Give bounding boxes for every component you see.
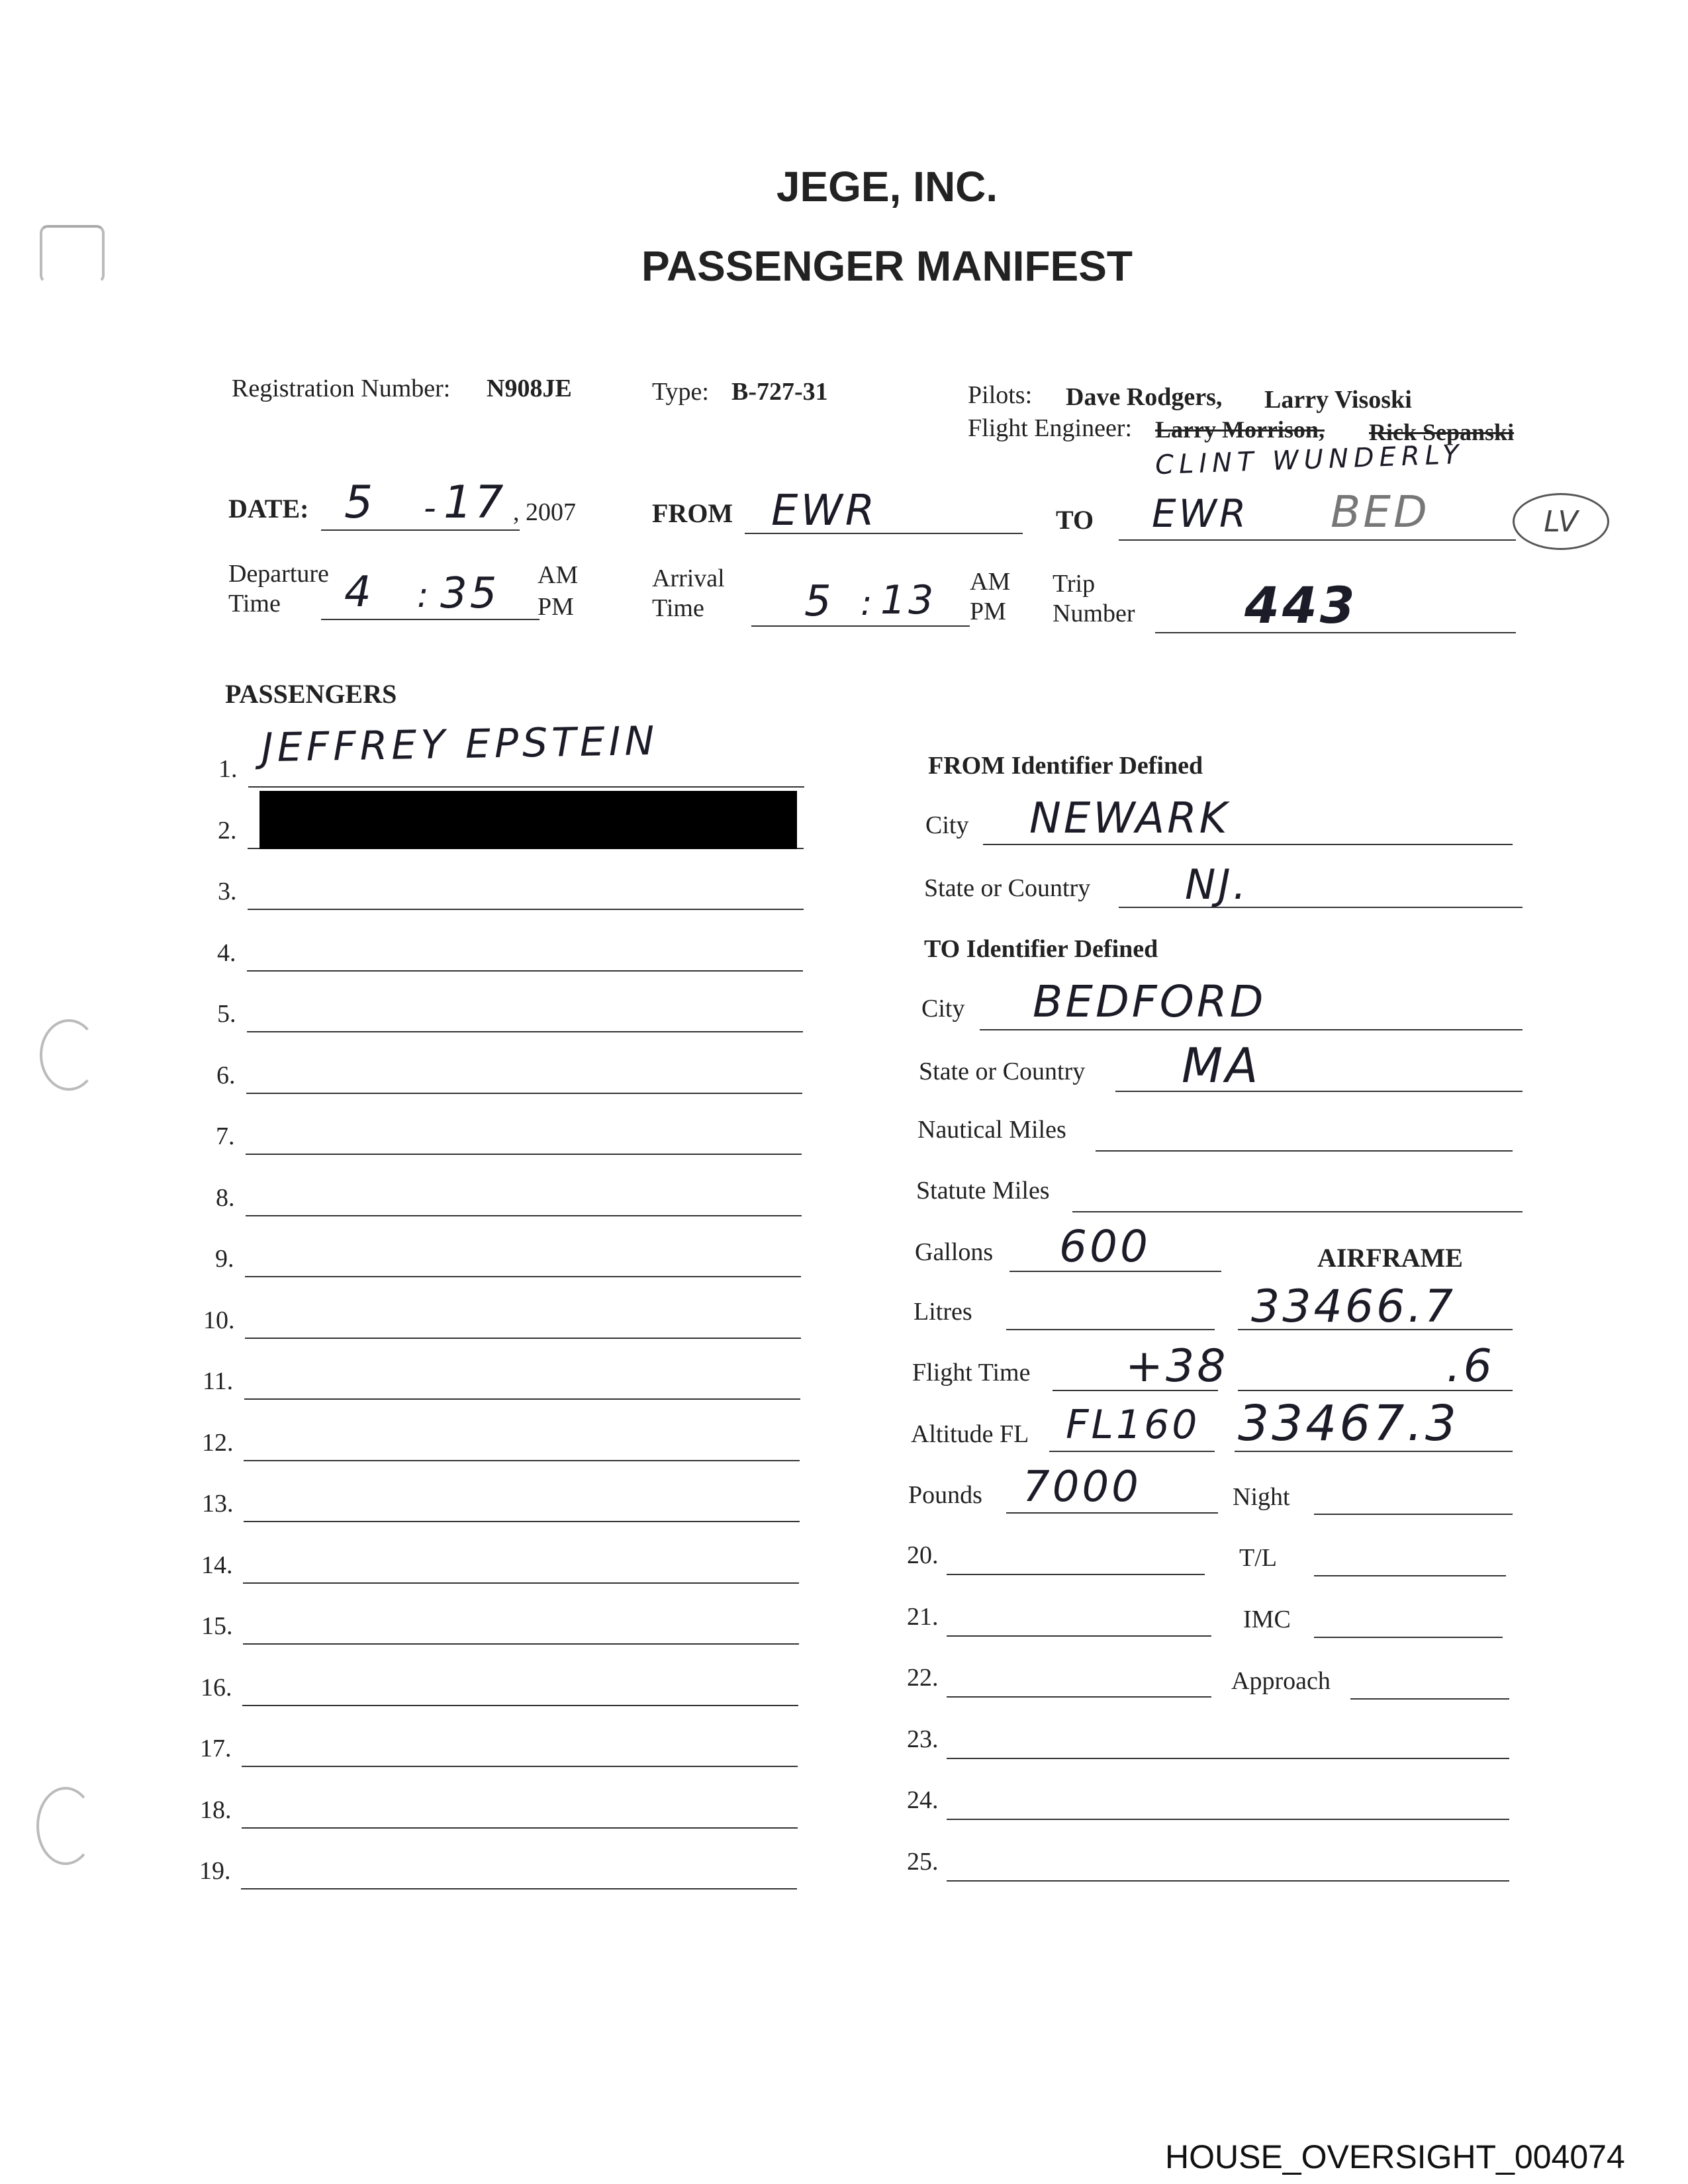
departure-label-1: Departure <box>228 560 329 588</box>
passenger-number: 15. <box>201 1612 233 1640</box>
to-state-value: MA <box>1182 1038 1261 1093</box>
altitude-label: Altitude FL <box>911 1420 1029 1448</box>
passenger-number: 5. <box>217 1000 236 1028</box>
trip-label-2: Number <box>1053 600 1135 627</box>
to-identifier-heading: TO Identifier Defined <box>924 935 1158 963</box>
arrival-minute: 13 <box>880 577 937 623</box>
night-line <box>1314 1514 1513 1515</box>
type-label: Type: <box>652 378 709 406</box>
type-value: B-727-31 <box>731 378 828 406</box>
passenger-number: 8. <box>216 1183 235 1212</box>
extra-passenger-line <box>947 1758 1509 1759</box>
passenger-number: 10. <box>203 1306 235 1334</box>
passenger-number: 17. <box>200 1735 232 1762</box>
engineer-struck-1: Larry Morrison, <box>1155 416 1325 443</box>
night-label: Night <box>1233 1483 1290 1511</box>
extra-passenger-number: 23. <box>907 1725 939 1753</box>
passenger-line <box>246 1154 802 1155</box>
registration-label: Registration Number: <box>232 375 451 402</box>
date-year: , 2007 <box>513 498 576 526</box>
passenger-number: 16. <box>201 1673 232 1702</box>
passenger-1-name: JEFFREY EPSTEIN <box>261 717 659 772</box>
passenger-number: 9. <box>215 1245 234 1273</box>
arrival-pm: PM <box>970 598 1006 625</box>
date-month: 5 <box>344 477 376 529</box>
passenger-line <box>244 1398 800 1400</box>
departure-minute: 35 <box>440 569 500 618</box>
arrival-colon: : <box>861 584 875 623</box>
arrival-line <box>751 625 970 627</box>
extra-passenger-line <box>947 1696 1211 1698</box>
pounds-line <box>1006 1512 1218 1514</box>
date-day: 17 <box>444 477 506 529</box>
extra-passenger-number: 25. <box>907 1847 939 1876</box>
from-city-value: NEWARK <box>1029 794 1230 843</box>
from-state-line <box>1119 907 1523 908</box>
tl-line <box>1314 1575 1506 1576</box>
from-state-value: NJ. <box>1185 860 1249 909</box>
statute-miles-label: Statute Miles <box>916 1177 1050 1205</box>
passenger-number: 2. <box>218 816 237 844</box>
from-state-label: State or Country <box>924 874 1091 902</box>
extra-passenger-number: 20. <box>907 1541 939 1569</box>
arrival-label-2: Time <box>652 594 704 622</box>
nautical-miles-line <box>1096 1150 1513 1152</box>
imc-line <box>1314 1637 1503 1638</box>
to-value-1: EWR <box>1152 491 1249 536</box>
to-state-line <box>1115 1091 1523 1092</box>
departure-pm: PM <box>538 593 574 621</box>
registration-value: N908JE <box>487 375 572 402</box>
nautical-miles-label: Nautical Miles <box>917 1116 1066 1144</box>
date-separator: - <box>424 488 439 528</box>
to-city-line <box>980 1029 1523 1030</box>
from-label: FROM <box>652 498 733 528</box>
approach-label: Approach <box>1231 1667 1331 1695</box>
gallons-label: Gallons <box>915 1238 994 1266</box>
from-city-label: City <box>925 811 969 839</box>
engineer-label: Flight Engineer: <box>968 414 1133 442</box>
litres-label: Litres <box>914 1298 972 1326</box>
punch-hole-middle <box>40 1019 98 1091</box>
to-value-2: BED <box>1331 486 1430 537</box>
extra-passenger-number: 24. <box>907 1786 939 1814</box>
from-city-line <box>983 844 1513 845</box>
pilot-2: Larry Visoski <box>1264 386 1412 414</box>
pilots-label: Pilots: <box>968 381 1033 409</box>
departure-label-2: Time <box>228 590 281 617</box>
passenger-line <box>243 1643 799 1645</box>
passenger-line <box>243 1582 799 1584</box>
bates-stamp: HOUSE_OVERSIGHT_004074 <box>1165 2138 1625 2175</box>
arrival-label-1: Arrival <box>652 565 725 592</box>
gallons-value: 600 <box>1059 1221 1150 1272</box>
extra-passenger-number: 22. <box>907 1664 939 1692</box>
tl-label: T/L <box>1239 1544 1277 1572</box>
to-circled-code: LV <box>1513 493 1609 550</box>
pounds-value: 7000 <box>1023 1463 1141 1512</box>
approach-line <box>1350 1698 1509 1700</box>
airframe-heading: AIRFRAME <box>1317 1243 1463 1273</box>
airframe-value-2: .6 <box>1446 1340 1495 1392</box>
to-city-value: BEDFORD <box>1033 976 1266 1027</box>
passenger-number: 1. <box>218 755 238 783</box>
flight-time-value: +38 <box>1125 1340 1229 1392</box>
departure-line <box>321 619 539 620</box>
departure-colon: : <box>417 576 432 615</box>
to-line <box>1119 539 1516 541</box>
date-line <box>321 529 520 531</box>
pilot-1: Dave Rodgers, <box>1066 383 1223 411</box>
redaction-box <box>259 791 797 849</box>
passengers-heading: PASSENGERS <box>225 679 397 709</box>
extra-passenger-line <box>947 1819 1509 1820</box>
passenger-number: 12. <box>202 1428 234 1457</box>
engineer-struck-2: Rick Sepanski <box>1369 419 1515 445</box>
statute-miles-line <box>1072 1211 1523 1212</box>
passenger-line <box>246 1093 802 1094</box>
passenger-line <box>245 1338 801 1339</box>
extra-passenger-line <box>947 1635 1211 1637</box>
date-label: DATE: <box>228 494 309 523</box>
passenger-number: 11. <box>203 1367 234 1395</box>
passenger-number: 4. <box>217 938 236 967</box>
passenger-line <box>248 909 804 910</box>
extra-passenger-line <box>947 1880 1509 1882</box>
from-identifier-heading: FROM Identifier Defined <box>928 752 1203 780</box>
passenger-line <box>246 1215 802 1216</box>
passenger-line <box>247 970 803 972</box>
passenger-number: 14. <box>201 1551 233 1579</box>
airframe-value-1: 33466.7 <box>1251 1281 1456 1333</box>
airframe-value-3: 33467.3 <box>1238 1395 1460 1452</box>
to-state-label: State or Country <box>919 1058 1086 1085</box>
passenger-number: 7. <box>216 1122 235 1150</box>
passenger-line <box>244 1460 800 1461</box>
from-value: EWR <box>771 486 878 535</box>
passenger-number: 3. <box>218 878 237 905</box>
passenger-line <box>241 1888 797 1889</box>
departure-am: AM <box>538 561 579 589</box>
departure-hour: 4 <box>344 568 374 617</box>
punch-hole-bottom <box>36 1787 95 1865</box>
passenger-line <box>244 1521 800 1522</box>
extra-passenger-number: 21. <box>907 1602 939 1631</box>
company-name: JEGE, INC. <box>776 163 998 210</box>
flight-time-label: Flight Time <box>912 1359 1031 1387</box>
passenger-line <box>242 1766 798 1767</box>
passenger-line <box>242 1705 798 1706</box>
trip-label-1: Trip <box>1053 570 1096 598</box>
passenger-number: 13. <box>202 1490 234 1518</box>
litres-line <box>1006 1329 1215 1330</box>
to-label: TO <box>1056 505 1094 535</box>
altitude-value: FL160 <box>1066 1402 1200 1448</box>
pounds-label: Pounds <box>908 1481 982 1509</box>
imc-label: IMC <box>1243 1606 1291 1633</box>
altitude-line <box>1049 1451 1215 1452</box>
engineer-handwritten: CLINT WUNDERLY <box>1154 439 1465 481</box>
passenger-number: 18. <box>200 1796 232 1824</box>
page-title: PASSENGER MANIFEST <box>641 242 1133 290</box>
passenger-number: 19. <box>199 1857 231 1885</box>
passenger-line <box>242 1827 798 1829</box>
passenger-line <box>245 1276 801 1277</box>
passenger-line <box>247 1031 803 1032</box>
passenger-number: 6. <box>216 1061 236 1089</box>
extra-passenger-line <box>947 1574 1205 1575</box>
passenger-line <box>248 786 804 788</box>
arrival-am: AM <box>970 568 1011 596</box>
to-city-label: City <box>921 995 965 1023</box>
trip-value: 443 <box>1244 576 1358 635</box>
arrival-hour: 5 <box>804 577 834 626</box>
